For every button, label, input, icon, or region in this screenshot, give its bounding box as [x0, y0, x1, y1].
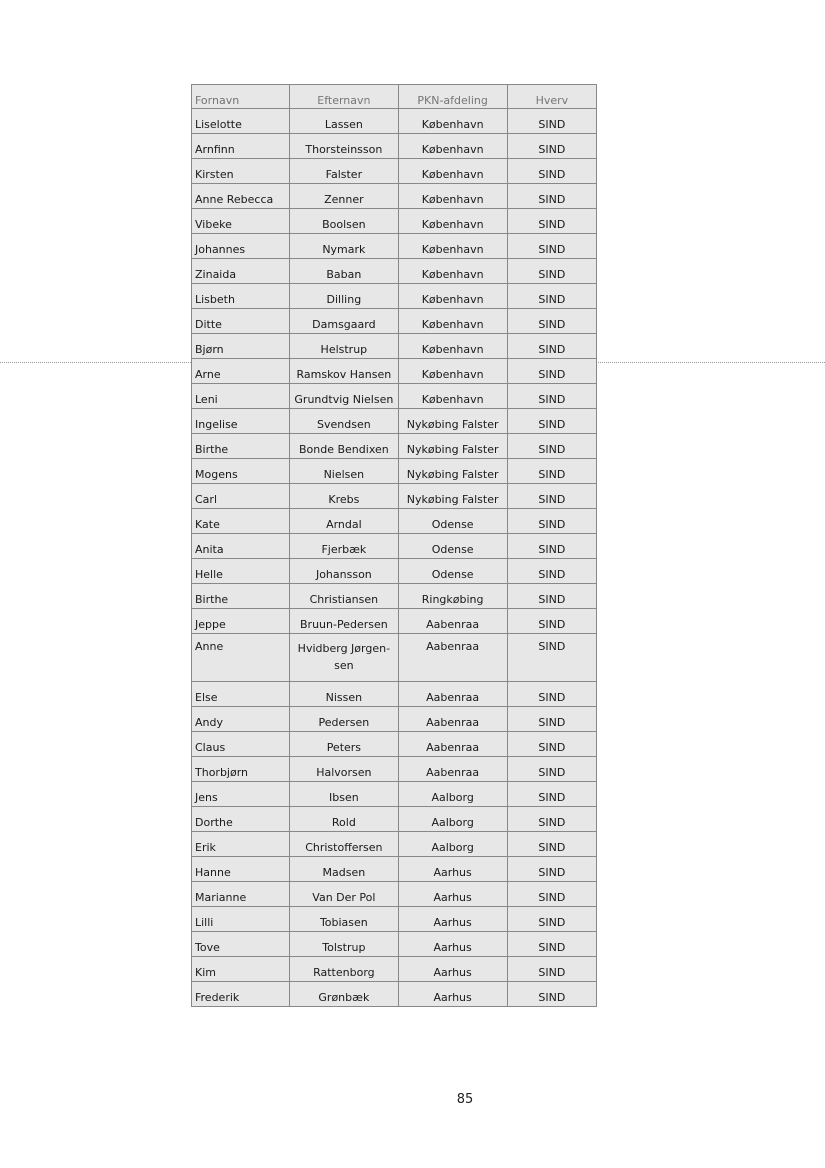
- last-name-cell: Krebs: [290, 484, 398, 509]
- department-cell: Nykøbing Falster: [399, 484, 508, 509]
- first-name-cell: Helle: [192, 559, 290, 584]
- role-cell: SIND: [508, 732, 597, 757]
- role-cell: SIND: [508, 209, 597, 234]
- first-name-cell: Lilli: [192, 907, 290, 932]
- last-name-cell: Grundtvig Nielsen: [290, 384, 398, 409]
- role-cell: SIND: [508, 584, 597, 609]
- last-name-cell: Christiansen: [290, 584, 398, 609]
- header-hverv: Hverv: [508, 85, 597, 109]
- table-row: [192, 882, 597, 907]
- first-name-cell: Johannes: [192, 234, 290, 259]
- last-name-cell: Ramskov Hansen: [290, 359, 398, 384]
- table-row: [192, 134, 597, 159]
- department-cell: København: [399, 359, 508, 384]
- table-row: [192, 857, 597, 882]
- department-cell: København: [399, 209, 508, 234]
- header-pkn-afdeling: PKN-afdeling: [399, 85, 508, 109]
- first-name-cell: Andy: [192, 707, 290, 732]
- role-cell: SIND: [508, 857, 597, 882]
- role-cell: SIND: [508, 559, 597, 584]
- first-name-cell: Kate: [192, 509, 290, 534]
- role-cell: SIND: [508, 634, 597, 682]
- table-row: [192, 634, 597, 682]
- last-name-cell: Thorsteinsson: [290, 134, 398, 159]
- table-row: [192, 334, 597, 359]
- first-name-cell: Anne: [192, 634, 290, 682]
- table-row: [192, 682, 597, 707]
- member-table: [191, 84, 597, 1007]
- last-name-cell: Rattenborg: [290, 957, 398, 982]
- department-cell: Aarhus: [399, 907, 508, 932]
- role-cell: SIND: [508, 134, 597, 159]
- first-name-cell: Lisbeth: [192, 284, 290, 309]
- first-name-cell: Zinaida: [192, 259, 290, 284]
- department-cell: Aarhus: [399, 857, 508, 882]
- table-row: [192, 159, 597, 184]
- department-cell: København: [399, 234, 508, 259]
- table-row: [192, 309, 597, 334]
- department-cell: Aabenraa: [399, 609, 508, 634]
- first-name-cell: Jens: [192, 782, 290, 807]
- first-name-cell: Kim: [192, 957, 290, 982]
- table-row: [192, 907, 597, 932]
- department-cell: Nykøbing Falster: [399, 434, 508, 459]
- table-row: [192, 459, 597, 484]
- table-row: [192, 957, 597, 982]
- last-name-cell: Tobiasen: [290, 907, 398, 932]
- first-name-cell: Leni: [192, 384, 290, 409]
- role-cell: SIND: [508, 782, 597, 807]
- last-name-cell: Christoffersen: [290, 832, 398, 857]
- role-cell: SIND: [508, 434, 597, 459]
- last-name-cell: Grønbæk: [290, 982, 398, 1007]
- last-name-cell: Zenner: [290, 184, 398, 209]
- first-name-cell: Jeppe: [192, 609, 290, 634]
- role-cell: SIND: [508, 334, 597, 359]
- last-name-cell: Peters: [290, 732, 398, 757]
- table-row: [192, 757, 597, 782]
- department-cell: Odense: [399, 509, 508, 534]
- last-name-cell: Johansson: [290, 559, 398, 584]
- first-name-cell: Erik: [192, 832, 290, 857]
- last-name-cell: Lassen: [290, 109, 398, 134]
- department-cell: København: [399, 109, 508, 134]
- first-name-cell: Frederik: [192, 982, 290, 1007]
- department-cell: København: [399, 184, 508, 209]
- role-cell: SIND: [508, 932, 597, 957]
- table-header-row: [192, 85, 597, 109]
- table-row: [192, 184, 597, 209]
- first-name-cell: Birthe: [192, 584, 290, 609]
- table-row: [192, 982, 597, 1007]
- role-cell: SIND: [508, 907, 597, 932]
- role-cell: SIND: [508, 682, 597, 707]
- department-cell: Odense: [399, 534, 508, 559]
- department-cell: Aabenraa: [399, 707, 508, 732]
- role-cell: SIND: [508, 707, 597, 732]
- last-name-cell: Madsen: [290, 857, 398, 882]
- last-name-cell: Fjerbæk: [290, 534, 398, 559]
- last-name-cell: Hvidberg Jørgen-sen: [290, 634, 398, 682]
- table-row: [192, 434, 597, 459]
- department-cell: Odense: [399, 559, 508, 584]
- department-cell: Ringkøbing: [399, 584, 508, 609]
- department-cell: København: [399, 259, 508, 284]
- last-name-cell: Nissen: [290, 682, 398, 707]
- table-row: [192, 409, 597, 434]
- header-fornavn: Fornavn: [192, 85, 290, 109]
- role-cell: SIND: [508, 259, 597, 284]
- table-row: [192, 559, 597, 584]
- table-row: [192, 509, 597, 534]
- last-name-cell: Nymark: [290, 234, 398, 259]
- first-name-cell: Thorbjørn: [192, 757, 290, 782]
- department-cell: Aalborg: [399, 782, 508, 807]
- table-row: [192, 259, 597, 284]
- department-cell: København: [399, 284, 508, 309]
- table-row: [192, 484, 597, 509]
- last-name-cell: Tolstrup: [290, 932, 398, 957]
- role-cell: SIND: [508, 982, 597, 1007]
- department-cell: Aabenraa: [399, 732, 508, 757]
- header-efternavn: Efternavn: [290, 85, 398, 109]
- department-cell: Aabenraa: [399, 682, 508, 707]
- first-name-cell: Anne Rebecca: [192, 184, 290, 209]
- department-cell: København: [399, 309, 508, 334]
- table-row: [192, 732, 597, 757]
- first-name-cell: Birthe: [192, 434, 290, 459]
- department-cell: Aarhus: [399, 982, 508, 1007]
- first-name-cell: Vibeke: [192, 209, 290, 234]
- role-cell: SIND: [508, 957, 597, 982]
- table-row: [192, 584, 597, 609]
- first-name-cell: Claus: [192, 732, 290, 757]
- last-name-cell: Bonde Bendixen: [290, 434, 398, 459]
- department-cell: København: [399, 334, 508, 359]
- last-name-cell: Pedersen: [290, 707, 398, 732]
- table-row: [192, 807, 597, 832]
- first-name-cell: Ditte: [192, 309, 290, 334]
- first-name-cell: Mogens: [192, 459, 290, 484]
- table-row: [192, 782, 597, 807]
- role-cell: SIND: [508, 757, 597, 782]
- department-cell: Nykøbing Falster: [399, 459, 508, 484]
- role-cell: SIND: [508, 284, 597, 309]
- last-name-cell: Arndal: [290, 509, 398, 534]
- last-name-cell: Damsgaard: [290, 309, 398, 334]
- table-row: [192, 359, 597, 384]
- page-number: 85: [456, 1092, 474, 1107]
- last-name-cell: Boolsen: [290, 209, 398, 234]
- last-name-cell: Halvorsen: [290, 757, 398, 782]
- first-name-cell: Liselotte: [192, 109, 290, 134]
- department-cell: Aalborg: [399, 832, 508, 857]
- last-name-cell: Van Der Pol: [290, 882, 398, 907]
- first-name-cell: Ingelise: [192, 409, 290, 434]
- last-name-cell: Falster: [290, 159, 398, 184]
- table-row: [192, 932, 597, 957]
- table-row: [192, 832, 597, 857]
- role-cell: SIND: [508, 309, 597, 334]
- last-name-cell: Rold: [290, 807, 398, 832]
- role-cell: SIND: [508, 832, 597, 857]
- role-cell: SIND: [508, 184, 597, 209]
- table-row: [192, 534, 597, 559]
- department-cell: København: [399, 134, 508, 159]
- role-cell: SIND: [508, 807, 597, 832]
- first-name-cell: Anita: [192, 534, 290, 559]
- first-name-cell: Arnfinn: [192, 134, 290, 159]
- department-cell: Aarhus: [399, 932, 508, 957]
- role-cell: SIND: [508, 234, 597, 259]
- department-cell: Aabenraa: [399, 634, 508, 682]
- first-name-cell: Carl: [192, 484, 290, 509]
- role-cell: SIND: [508, 882, 597, 907]
- first-name-cell: Tove: [192, 932, 290, 957]
- last-name-cell: Baban: [290, 259, 398, 284]
- role-cell: SIND: [508, 159, 597, 184]
- first-name-cell: Else: [192, 682, 290, 707]
- role-cell: SIND: [508, 484, 597, 509]
- table-row: [192, 109, 597, 134]
- last-name-cell: Nielsen: [290, 459, 398, 484]
- role-cell: SIND: [508, 459, 597, 484]
- last-name-cell: Svendsen: [290, 409, 398, 434]
- department-cell: Nykøbing Falster: [399, 409, 508, 434]
- first-name-cell: Kirsten: [192, 159, 290, 184]
- role-cell: SIND: [508, 359, 597, 384]
- role-cell: SIND: [508, 534, 597, 559]
- role-cell: SIND: [508, 609, 597, 634]
- last-name-cell: Ibsen: [290, 782, 398, 807]
- department-cell: Aarhus: [399, 882, 508, 907]
- department-cell: Aarhus: [399, 957, 508, 982]
- role-cell: SIND: [508, 109, 597, 134]
- last-name-cell: Dilling: [290, 284, 398, 309]
- last-name-cell: Helstrup: [290, 334, 398, 359]
- table-row: [192, 609, 597, 634]
- first-name-cell: Arne: [192, 359, 290, 384]
- department-cell: Aabenraa: [399, 757, 508, 782]
- table-row: [192, 384, 597, 409]
- department-cell: Aalborg: [399, 807, 508, 832]
- table-row: [192, 209, 597, 234]
- first-name-cell: Bjørn: [192, 334, 290, 359]
- role-cell: SIND: [508, 409, 597, 434]
- first-name-cell: Dorthe: [192, 807, 290, 832]
- department-cell: København: [399, 159, 508, 184]
- table-row: [192, 234, 597, 259]
- table-body: [192, 109, 597, 1007]
- role-cell: SIND: [508, 384, 597, 409]
- last-name-cell: Bruun-Pedersen: [290, 609, 398, 634]
- table-row: [192, 284, 597, 309]
- table-row: [192, 707, 597, 732]
- department-cell: København: [399, 384, 508, 409]
- role-cell: SIND: [508, 509, 597, 534]
- first-name-cell: Marianne: [192, 882, 290, 907]
- first-name-cell: Hanne: [192, 857, 290, 882]
